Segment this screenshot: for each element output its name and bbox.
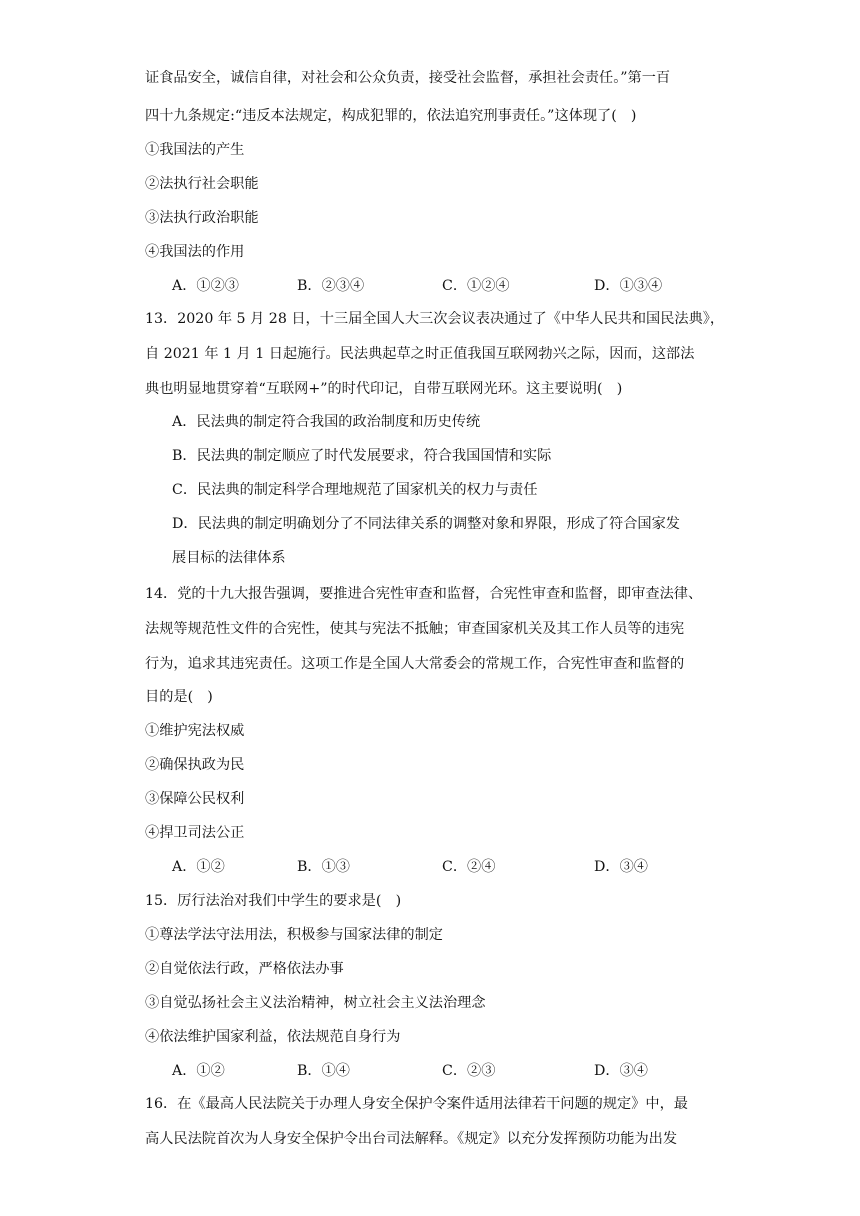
q14-statement-3: ③保障公民权利 [145,791,245,807]
q15-line-1: 15．厉行法治对我们中学生的要求是( ) [145,893,402,909]
q15-options [172,1061,712,1081]
q14-option-d[interactable]: D．③④ [594,859,648,875]
q12-statement-2: ②法执行社会职能 [145,176,259,192]
q14-statement-4: ④捍卫司法公正 [145,825,245,841]
q12-statement-4: ④我国法的作用 [145,244,245,260]
q15-statement-2: ②自觉依法行政，严格依法办事 [145,961,344,977]
q14-line-3: 行为，追求其违宪责任。这项工作是全国人大常委会的常规工作，合宪性审查和监督的 [145,656,685,672]
q14-option-c[interactable]: C．②④ [442,859,496,875]
q13-option-a[interactable]: A．民法典的制定符合我国的政治制度和历史传统 [172,414,481,430]
q14-line-4: 目的是( ) [145,689,213,705]
q12-statement-3: ③法执行政治职能 [145,210,259,226]
q14-option-a[interactable]: A．①② [172,859,225,875]
q14-option-b[interactable]: B．①③ [297,859,350,875]
q13-option-b[interactable]: B．民法典的制定顺应了时代发展要求，符合我国国情和实际 [172,448,552,464]
q12-option-c[interactable]: C．①②④ [442,278,510,294]
q12-option-a[interactable]: A．①②③ [172,278,239,294]
q12-statement-1: ①我国法的产生 [145,142,245,158]
q16-line-1: 16．在《最高人民法院关于办理人身安全保护令案件适用法律若干问题的规定》中，最 [145,1096,688,1112]
q15-statement-3: ③自觉弘扬社会主义法治精神，树立社会主义法治理念 [145,995,486,1011]
q13-option-d-continued: 展目标的法律体系 [172,550,286,566]
q13-line-3: 典也明显地贯穿着“互联网+”的时代印记，自带互联网光环。这主要说明( ) [145,381,623,397]
q16-line-2: 高人民法院首次为人身安全保护令出台司法解释。《规定》以充分发挥预防功能为出发 [145,1131,678,1147]
q12-option-d[interactable]: D．①③④ [594,278,663,294]
q13-option-d[interactable]: D．民法典的制定明确划分了不同法律关系的调整对象和界限，形成了符合国家发 [172,516,680,532]
q15-statement-4: ④依法维护国家利益，依法规范自身行为 [145,1029,401,1045]
q13-option-c[interactable]: C．民法典的制定科学合理地规范了国家机关的权力与责任 [172,482,538,498]
q15-statement-1: ①尊法学法守法用法，积极参与国家法律的制定 [145,927,443,943]
q14-line-1: 14．党的十九大报告强调，要推进合宪性审查和监督，合宪性审查和监督，即审查法律、 [145,586,703,602]
q15-option-c[interactable]: C．②③ [442,1063,496,1079]
q12-line-2: 四十九条规定:“违反本法规定，构成犯罪的，依法追究刑事责任。”这体现了( ) [145,108,637,124]
q14-statement-1: ①维护宪法权威 [145,723,245,739]
q13-line-2: 自 2021 年 1 月 1 日起施行。民法典起草之时正值我国互联网勃兴之际，因而，这部法 [145,346,695,362]
q14-statement-2: ②确保执政为民 [145,757,245,773]
q12-options [172,276,712,296]
q12-line-1: 证食品安全，诚信自律，对社会和公众负责，接受社会监督，承担社会责任。”第一百 [145,70,671,86]
q15-option-d[interactable]: D．③④ [594,1063,648,1079]
q13-line-1: 13．2020 年 5 月 28 日，十三届全国人大三次会议表决通过了《中华人民共和国民法典》， [145,311,725,327]
q12-option-b[interactable]: B．②③④ [297,278,365,294]
q14-line-2: 法规等规范性文件的合宪性，使其与宪法不抵触；审查国家机关及其工作人员等的违宪 [145,621,685,637]
q15-option-a[interactable]: A．①② [172,1063,225,1079]
q14-options [172,857,712,877]
q15-option-b[interactable]: B．①④ [297,1063,350,1079]
